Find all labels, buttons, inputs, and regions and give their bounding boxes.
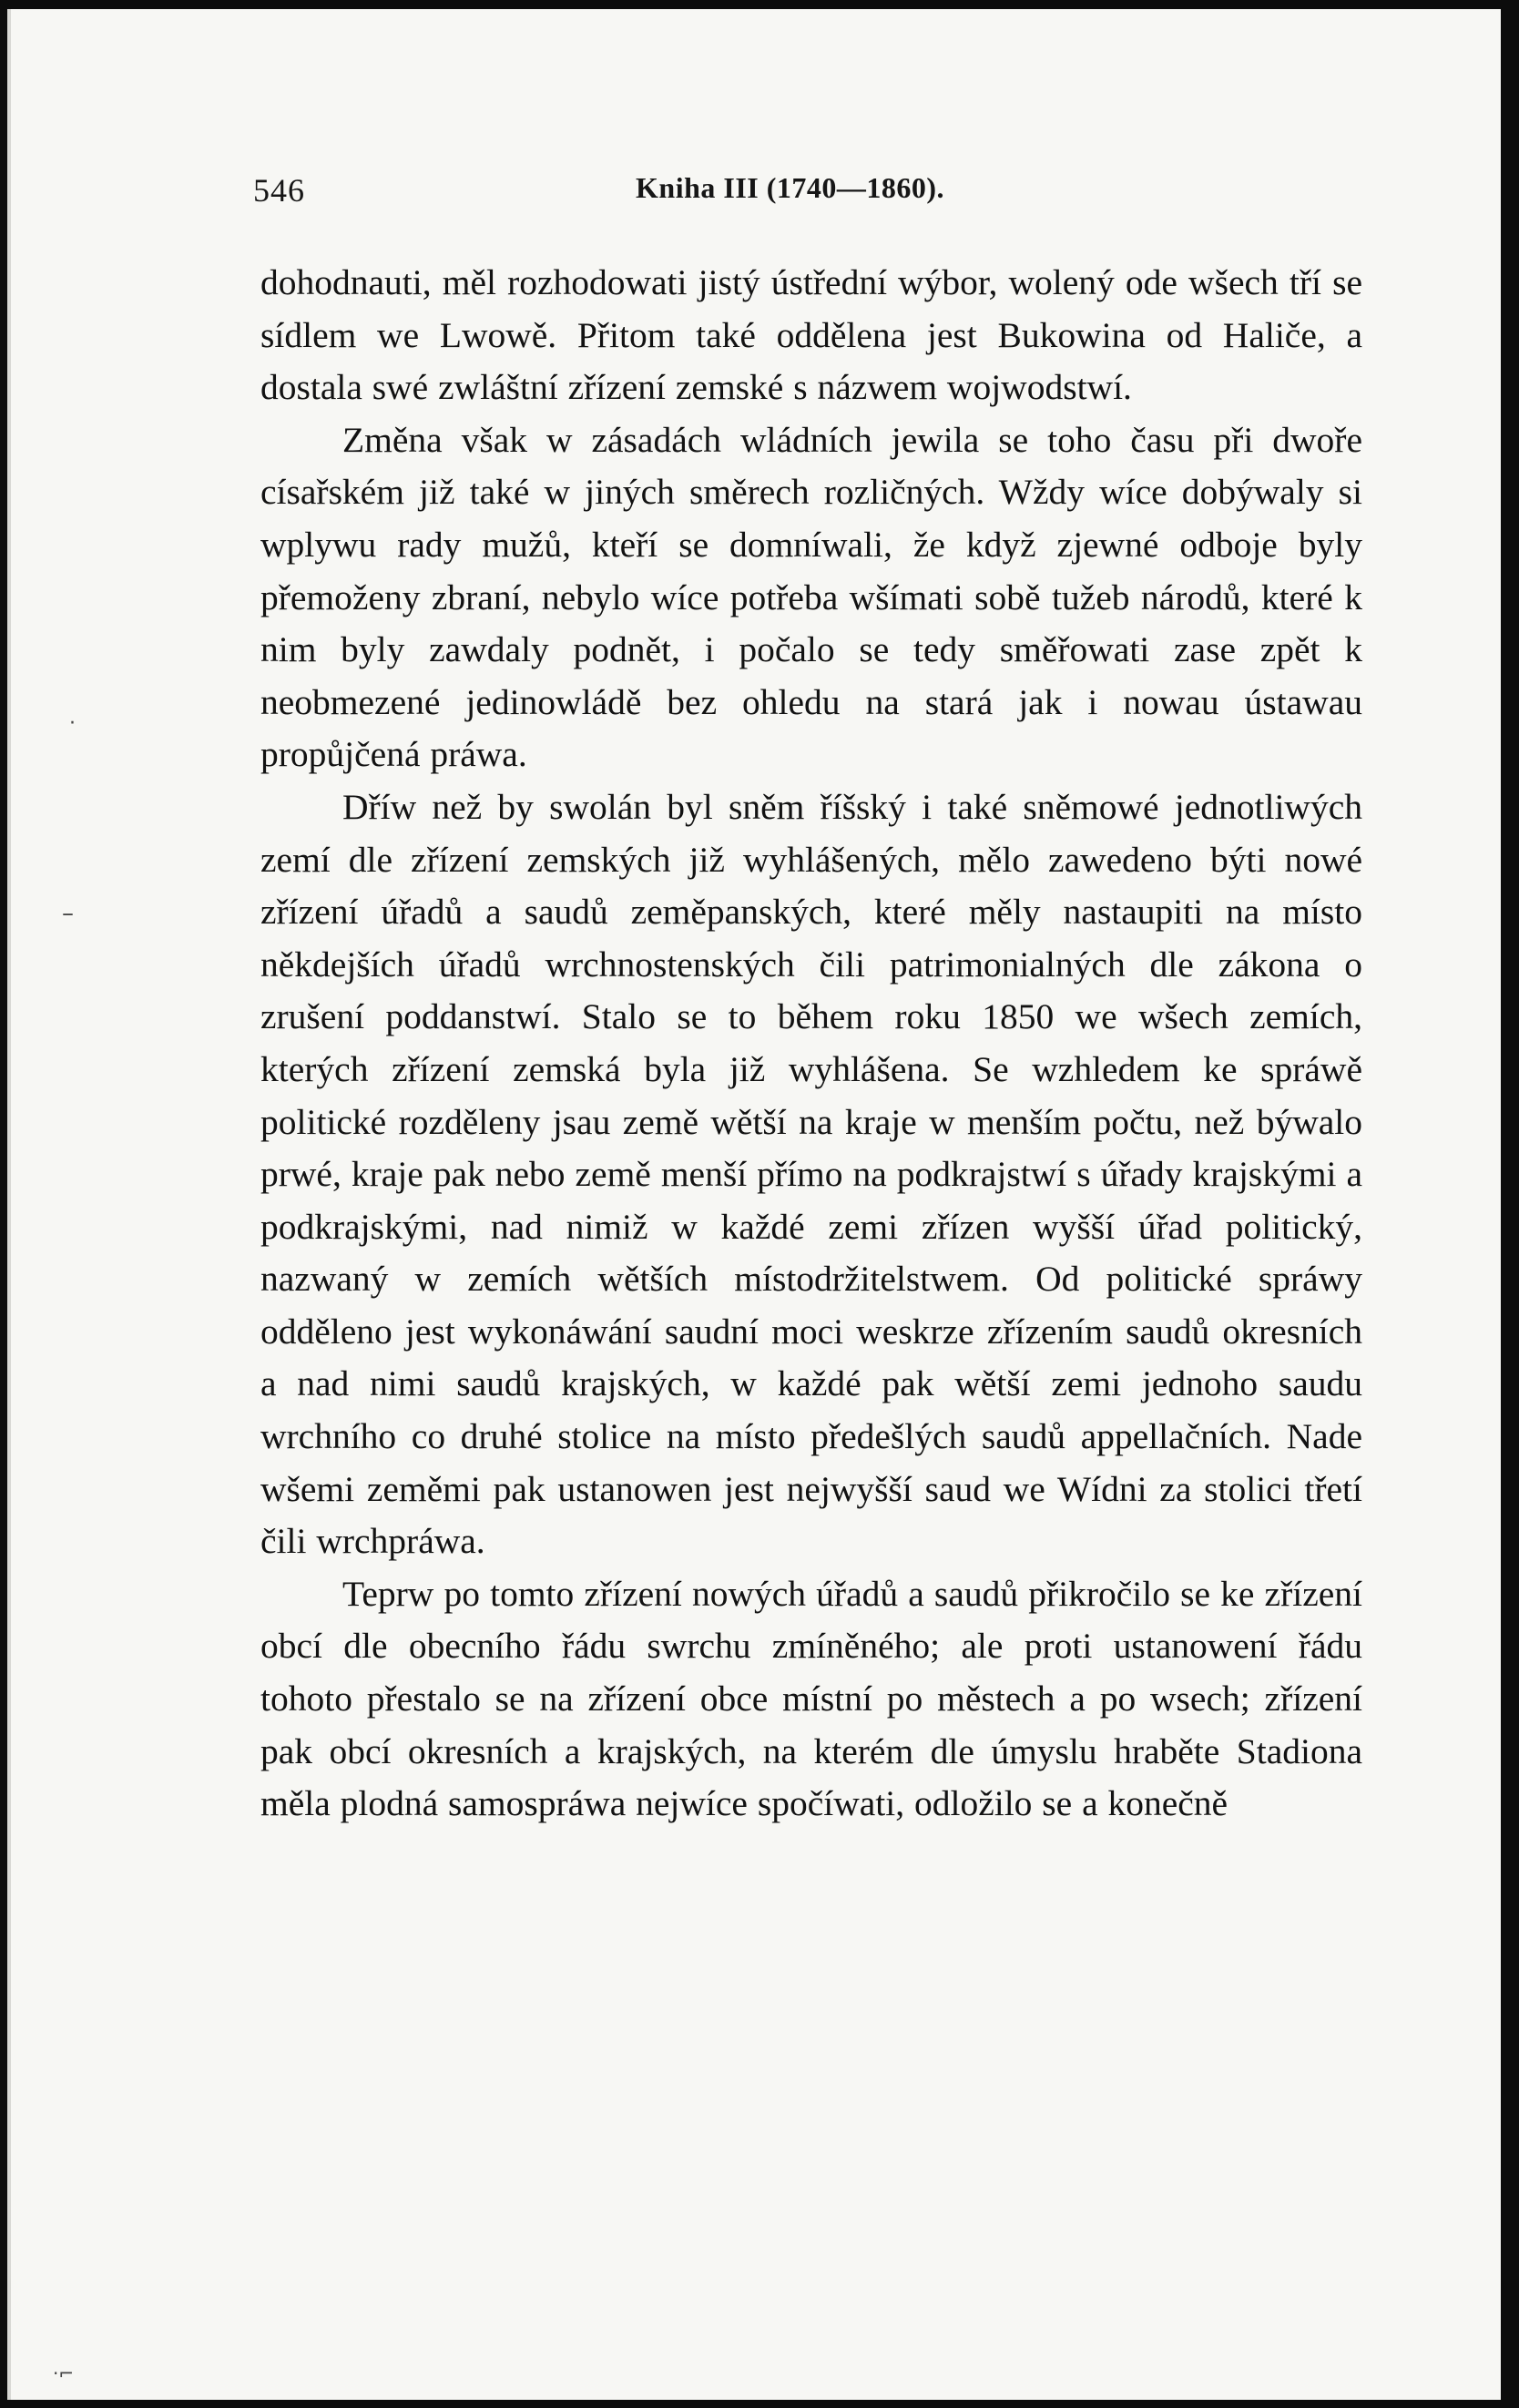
page-header	[253, 171, 1366, 217]
margin-speck: ·⌐	[53, 2362, 75, 2384]
margin-speck: ·	[69, 712, 76, 735]
paragraph: Změna však w zásadách wládních jewila se toho času při dwoře císařském již také w jiných směrech rozličných. Wždy wíce dobýwaly si wplywu rady mužů, kteří se domníwali, že když zjewné odboje byly přemoženy zbraní, nebylo wíce potřeba wšímati sobě tužeb národů, které k nim byly zawdaly podnět, i počalo se tedy směřowati zase zpět k neobmezené jedinowládě bez ohledu na stará jak i nowau ústawau propůjčená práwa.	[260, 419, 1362, 775]
page-number: 546	[253, 172, 305, 209]
scan-edge	[7, 9, 11, 2400]
margin-speck: –	[62, 900, 74, 927]
paragraph: Teprw po tomto zřízení nowých úřadů a saudů přikročilo se ke zřízení obcí dle obecního řádu swrchu zmíněného; ale proti ustanowení řádu tohoto přestalo se na zřízení obce místní po městech a po wsech; zřízení pak obcí okresních a krajských, na kterém dle úmyslu hraběte Stadiona měla plodná samospráwa nejwíce spočíwati, odložilo se a konečně	[260, 1573, 1362, 1824]
paragraph: Dříw než by swolán byl sněm říšský i také sněmowé jednotliwých zemí dle zřízení zemských již wyhlášených, mělo zawedeno býti nowé zřízení úřadů a saudů zeměpanských, které měly nastaupiti na místo někdejších úřadů wrchnostenských čili patrimonialných dle zákona o zrušení poddanstwí. Stalo se to během roku 1850 we wšech zemích, kterých zřízení zemská byla již wyhlášena. Se wzhledem ke spráwě politické rozděleny jsau země wětší na kraje w menším počtu, než býwalo prwé, kraje pak nebo země menší přímo na podkrajstwí s úřady krajskými a podkrajskými, nad nimiž w každé zemi zřízen wyšší úřad politický, nazwaný w zemích wětších místodržitelstwem. Od politické spráwy odděleno jest wykonáwání saudní moci weskrze zřízením saudů okresních a nad nimi saudů krajských, w každé pak wětší zemi jednoho saudu wrchního co druhé stolice na místo předešlých saudů appellačních. Nade wšemi zeměmi pak ustanowen jest nejwyšší saud we Wídni za stolici třetí čili wrchpráwa.	[260, 786, 1362, 1562]
running-title: Kniha III (1740—1860).	[636, 171, 945, 204]
body-text	[260, 257, 1362, 1831]
paragraph-continuation: dohodnauti, měl rozhodowati jistý ústřední wýbor, wolený ode wšech tří se sídlem we Lwowě. Přitom také oddělena jest Bukowina od Haliče, a dostala swé zwláštní zřízení zemské s názwem wojwodstwí.	[260, 262, 1362, 408]
book-page	[7, 9, 1501, 2400]
